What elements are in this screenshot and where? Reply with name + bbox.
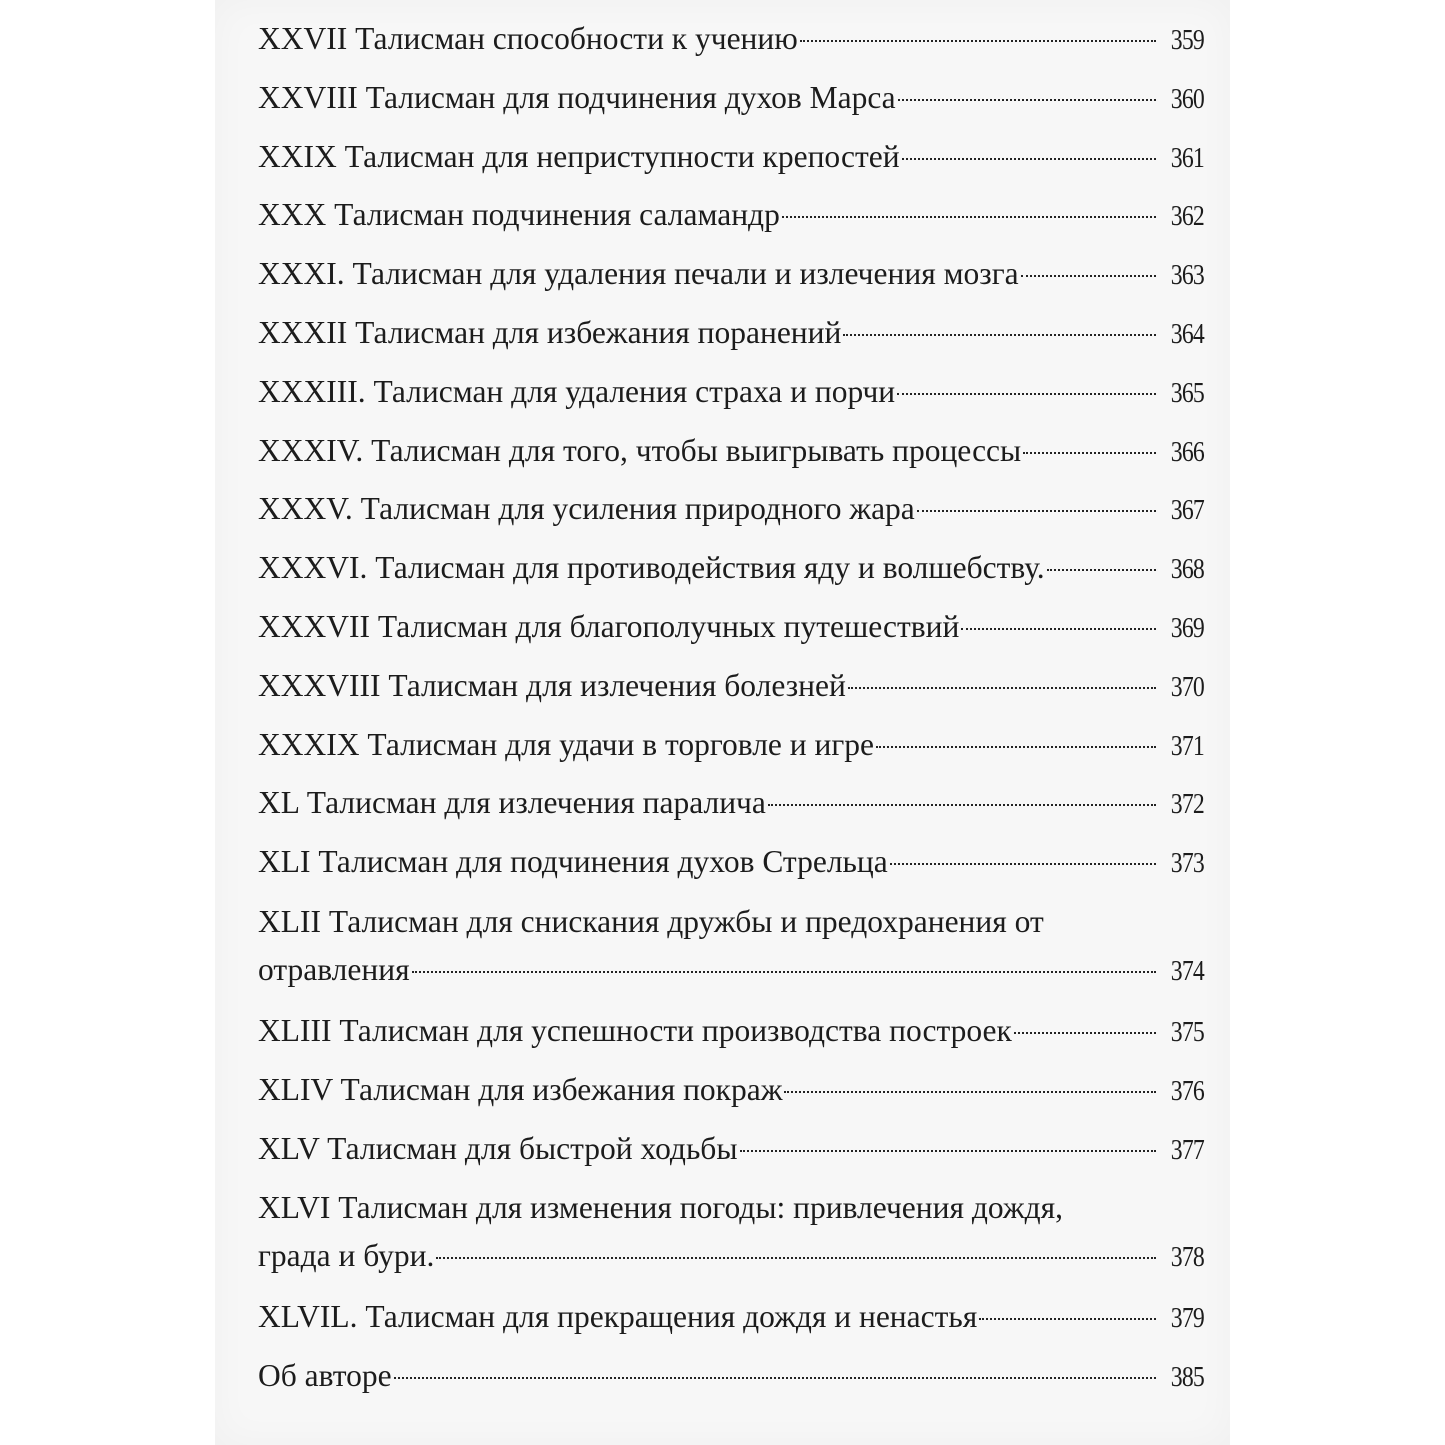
- toc-entry-title: XXX Талисман подчинения саламандр: [258, 197, 780, 233]
- toc-entry-title: XLVIL. Талисман для прекращения дождя и ненастья: [258, 1299, 978, 1335]
- toc-entry-title: Об авторе: [258, 1358, 392, 1394]
- toc-entry-page: 370: [1170, 670, 1204, 703]
- toc-entry-title: XXXVI. Талисман для противодействия яду и волшебству.: [258, 550, 1045, 586]
- toc-entry: [258, 716, 1204, 775]
- dot-leader: [412, 971, 1156, 973]
- toc-entry: [258, 1178, 1204, 1288]
- toc-entry: [258, 774, 1204, 833]
- toc-entry-page: 385: [1170, 1361, 1204, 1394]
- toc-entry-page: 360: [1170, 82, 1204, 115]
- dot-leader: [1047, 569, 1156, 571]
- toc-entry-page: 371: [1170, 729, 1204, 762]
- toc-entry: [258, 128, 1204, 187]
- toc-entry-title: XLIV Талисман для избежания покраж: [258, 1071, 783, 1107]
- toc-entry: [258, 598, 1204, 657]
- toc-entry-page: 361: [1170, 141, 1204, 174]
- toc-entry: [258, 892, 1204, 1002]
- dot-leader: [768, 804, 1156, 806]
- toc-entry-title: XXXVIII Талисман для излечения болезней: [258, 667, 846, 703]
- toc-entry-title: XXXVII Талисман для благополучных путешествий: [258, 608, 960, 644]
- toc-entry: [258, 245, 1204, 304]
- dot-leader: [1023, 452, 1156, 454]
- toc-entry-title: XXIX Талисман для неприступности крепостей: [258, 138, 900, 174]
- dot-leader: [890, 863, 1156, 865]
- toc-entry-title: XXXV. Талисман для усиления природного жара: [258, 491, 915, 527]
- dot-leader: [782, 216, 1156, 218]
- toc-entry: [258, 1120, 1204, 1179]
- toc-entry: [258, 1288, 1204, 1347]
- toc-entry-page: 375: [1170, 1015, 1204, 1048]
- dot-leader: [436, 1257, 1156, 1259]
- toc-entry-title: XXXII Талисман для избежания поранений: [258, 314, 842, 350]
- dot-leader: [394, 1377, 1156, 1379]
- dot-leader: [784, 1091, 1156, 1093]
- toc-entry-title: XLV Талисман для быстрой ходьбы: [258, 1130, 738, 1166]
- dot-leader: [800, 40, 1156, 42]
- toc-entry: [258, 657, 1204, 716]
- toc-entry-title: XXXI. Талисман для удаления печали и излечения мозга: [258, 256, 1019, 292]
- toc-entry-title-line-2: града и бури.: [258, 1238, 435, 1274]
- dot-leader: [917, 510, 1156, 512]
- toc-entry-page: 367: [1170, 494, 1204, 527]
- toc-entry: [258, 304, 1204, 363]
- toc-entry: [258, 480, 1204, 539]
- toc-entry-page: 365: [1170, 376, 1204, 409]
- dot-leader: [979, 1318, 1156, 1320]
- dot-leader: [902, 158, 1156, 160]
- toc-entry: [258, 186, 1204, 245]
- dot-leader: [876, 746, 1156, 748]
- toc-entry: [258, 1061, 1204, 1120]
- dot-leader: [1014, 1032, 1156, 1034]
- toc-entry: [258, 363, 1204, 422]
- dot-leader: [897, 393, 1156, 395]
- toc-entry-title: XXXIII. Талисман для удаления страха и порчи: [258, 373, 896, 409]
- toc-entry-title: XL Талисман для излечения паралича: [258, 785, 766, 821]
- table-of-contents: [258, 10, 1204, 1406]
- toc-entry-page: 378: [1170, 1241, 1204, 1274]
- dot-leader: [740, 1150, 1157, 1152]
- toc-entry-page: 368: [1170, 553, 1204, 586]
- dot-leader: [848, 687, 1156, 689]
- toc-entry-page: 377: [1170, 1133, 1204, 1166]
- toc-entry-page: 369: [1170, 611, 1204, 644]
- toc-entry: [258, 539, 1204, 598]
- toc-entry-page: 364: [1170, 317, 1204, 350]
- toc-entry-title: XLI Талисман для подчинения духов Стрельца: [258, 844, 888, 880]
- dot-leader: [898, 99, 1156, 101]
- toc-entry-title-line-2: отравления: [258, 951, 410, 987]
- toc-entry-title-line-1: XLVI Талисман для изменения погоды: привлечения дождя,: [258, 1190, 1064, 1226]
- toc-entry-page: 362: [1170, 200, 1204, 233]
- toc-entry-page: 373: [1170, 847, 1204, 880]
- toc-entry: [258, 1002, 1204, 1061]
- toc-entry: [258, 833, 1204, 892]
- toc-entry-page: 379: [1170, 1302, 1204, 1335]
- toc-entry-page: 366: [1170, 435, 1204, 468]
- toc-entry-page: 372: [1170, 788, 1204, 821]
- toc-entry: [258, 422, 1204, 481]
- toc-entry-page: 359: [1170, 24, 1204, 56]
- toc-entry-title: XXXIV. Талисман для того, чтобы выигрывать процессы: [258, 432, 1022, 468]
- toc-entry-title: XLIII Талисман для успешности производства построек: [258, 1012, 1012, 1048]
- toc-entry-page: 363: [1170, 259, 1204, 292]
- dot-leader: [843, 334, 1156, 336]
- toc-entry-title-line-1: XLII Талисман для снискания дружбы и предохранения от: [258, 903, 1044, 939]
- toc-entry: [258, 69, 1204, 128]
- toc-entry-title: XXVIII Талисман для подчинения духов Марса: [258, 79, 896, 115]
- dot-leader: [1021, 275, 1156, 277]
- dot-leader: [961, 628, 1156, 630]
- toc-entry: [258, 1347, 1204, 1406]
- toc-entry-title: XXXIX Талисман для удачи в торговле и игре: [258, 726, 875, 762]
- toc-entry-title: XXVII Талисман способности к учению: [258, 21, 798, 56]
- toc-entry-page: 376: [1170, 1074, 1204, 1107]
- toc-entry: [258, 10, 1204, 69]
- toc-entry-page: 374: [1170, 954, 1204, 987]
